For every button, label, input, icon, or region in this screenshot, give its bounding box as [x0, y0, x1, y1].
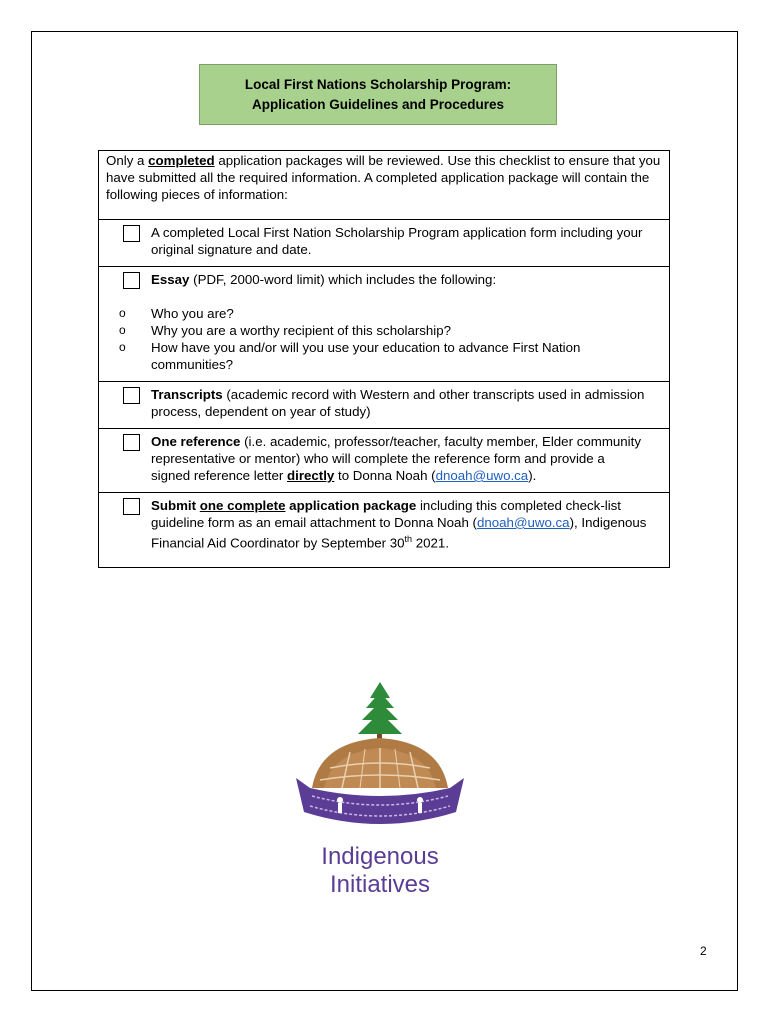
bullet-marker: o	[119, 323, 126, 337]
title-line-1: Local First Nations Scholarship Program:	[244, 76, 512, 92]
bullet-text: Why you are a worthy recipient of this scholarship?	[151, 323, 452, 338]
reference-label: One reference	[151, 434, 241, 449]
essay-bullet-list	[119, 305, 647, 373]
intro-text	[99, 151, 669, 220]
essay-label: Essay	[151, 272, 190, 287]
title-box	[199, 64, 557, 125]
email-link-reference[interactable]: dnoah@uwo.ca	[435, 468, 529, 483]
checklist-item-reference	[99, 429, 669, 493]
checklist-table	[98, 150, 670, 568]
intro-pre: Only a	[106, 153, 149, 168]
title-line-2: Application Guidelines and Procedures	[251, 96, 505, 112]
list-item	[119, 322, 647, 339]
list-item	[119, 305, 647, 322]
submit-text-2: ), Indigenous Financial Aid Coordinator by September 30	[151, 515, 647, 551]
bullet-marker: o	[119, 340, 126, 354]
bullet-text: Who you are?	[151, 306, 234, 321]
bullet-marker: o	[119, 306, 126, 320]
email-link-submit[interactable]: dnoah@uwo.ca	[476, 515, 570, 530]
submit-text-3: 2021.	[412, 535, 450, 551]
intro-post: application packages will be reviewed. Use this checklist to ensure that you have submitted all the required information. A completed application package will contain the following pieces of information:	[106, 153, 661, 202]
form-text: A completed Local First Nation Scholarship Program application form including your original signature and date.	[151, 225, 643, 257]
page-number: 2	[700, 944, 707, 958]
checklist-item-form	[99, 220, 669, 267]
date-superscript: th	[404, 534, 413, 544]
checkbox-submit[interactable]	[123, 498, 140, 515]
checkbox-form[interactable]	[123, 225, 140, 242]
essay-text: (PDF, 2000-word limit) which includes the following:	[189, 272, 497, 287]
bullet-text: How have you and/or will you use your education to advance First Nation communities?	[151, 340, 581, 372]
checkbox-transcripts[interactable]	[123, 387, 140, 404]
checklist-item-transcripts	[99, 382, 669, 429]
reference-emphasis: directly	[287, 468, 335, 483]
submit-emphasis: one complete	[199, 498, 286, 513]
reference-text: (i.e. academic, professor/teacher, faculty member, Elder community representative or mentor) who will complete the reference form and provide a signed reference letter	[151, 434, 641, 483]
earth-dome-icon	[312, 738, 448, 788]
intro-emphasis: completed	[148, 153, 215, 168]
checklist-item-essay	[99, 267, 669, 382]
transcripts-text: (academic record with Western and other transcripts used in admission process, dependent on year of study)	[151, 387, 645, 419]
indigenous-initiatives-logo	[290, 680, 470, 855]
submit-label: Submit	[151, 498, 200, 513]
reference-text-2: to Donna Noah (	[334, 468, 436, 483]
reference-text-3: ).	[528, 468, 537, 483]
logo-wordmark	[290, 843, 470, 899]
logo-line-1: Indigenous	[321, 843, 439, 870]
transcripts-label: Transcripts	[151, 387, 223, 402]
list-item	[119, 339, 647, 373]
checkbox-essay[interactable]	[123, 272, 140, 289]
checklist-item-submit	[99, 493, 669, 567]
submit-label-2: application package	[285, 498, 417, 513]
logo-line-2: Initiatives	[329, 871, 431, 898]
checkbox-reference[interactable]	[123, 434, 140, 451]
submit-text: including this completed check-list guideline form as an email attachment to Donna Noah (	[151, 498, 622, 530]
